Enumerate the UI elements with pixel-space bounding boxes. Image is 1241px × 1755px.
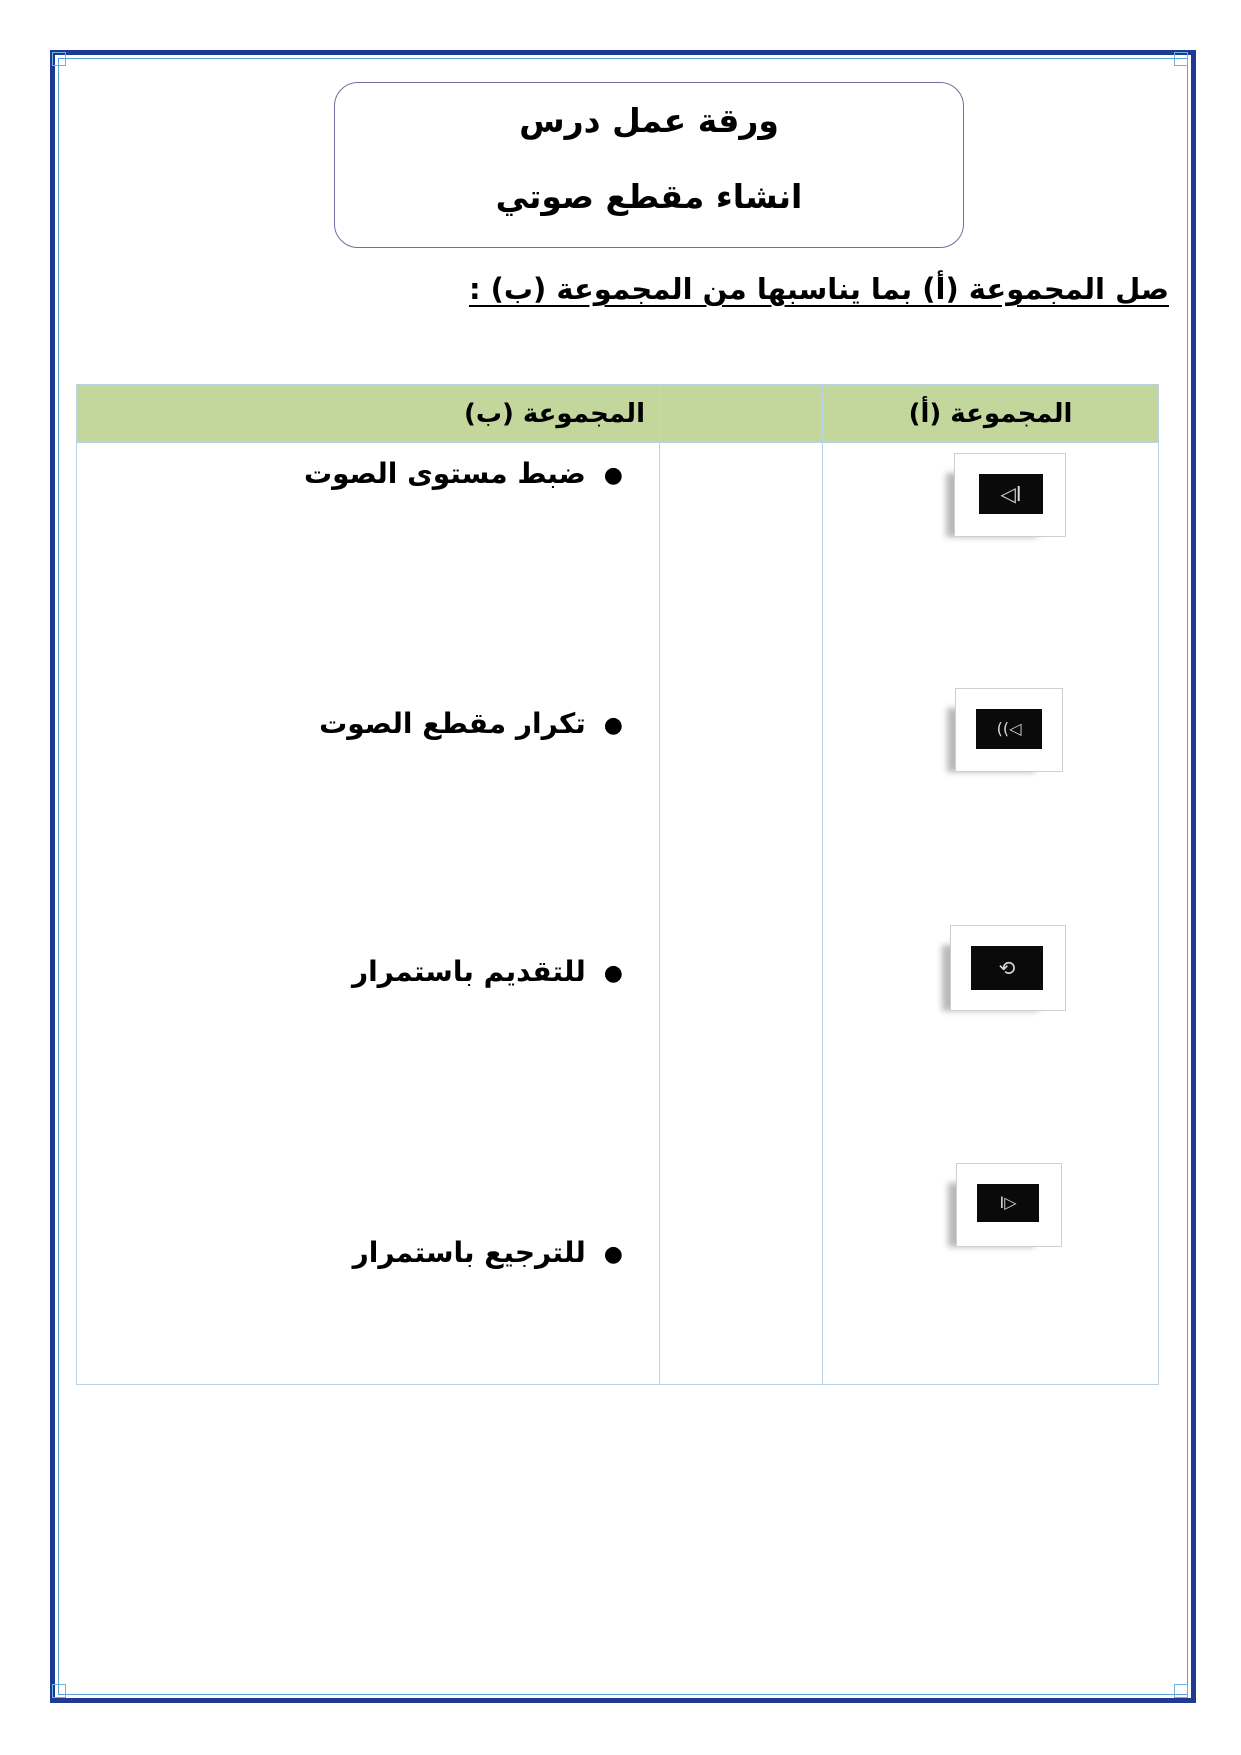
repeat-icon: ⟲ [971,946,1043,990]
group-b-cell [77,443,660,1385]
lesson-title: انشاء مقطع صوتي [495,177,803,216]
icon-card [954,453,1066,537]
border-corner [52,52,66,66]
group-a-cell [823,443,1159,1385]
bullet-icon: ● [603,1241,623,1267]
worksheet-title: ورقة عمل درس [519,101,779,140]
border-corner [1174,52,1188,66]
instruction-text: صل المجموعة (أ) بما يناسبها من المجموعة (ب) : [468,272,1169,306]
border-corner [52,1684,66,1698]
skip-forward-icon: ▷I [977,1184,1039,1222]
answer-item: ●للتقديم باستمرار [351,955,623,988]
answer-item: ●ضبط مستوى الصوت [303,457,623,490]
icon-card [950,925,1066,1011]
border-corner [1174,1684,1188,1698]
answer-item: ●تكرار مقطع الصوت [319,707,623,740]
group-a-header: المجموعة (أ) [823,385,1159,443]
matching-table [76,384,1159,1385]
bullet-icon: ● [603,960,623,986]
bullet-icon: ● [603,462,623,488]
bullet-icon: ● [603,712,623,738]
answer-item: ●للترجيع باستمرار [352,1236,623,1269]
empty-header [660,385,823,443]
group-b-header: المجموعة (ب) [77,385,660,443]
icon-card [956,1163,1062,1247]
skip-back-icon: I◁ [979,474,1043,514]
icon-card [955,688,1063,772]
title-box [334,82,964,248]
matching-space [660,443,823,1385]
volume-icon: ◁)) [976,709,1042,749]
